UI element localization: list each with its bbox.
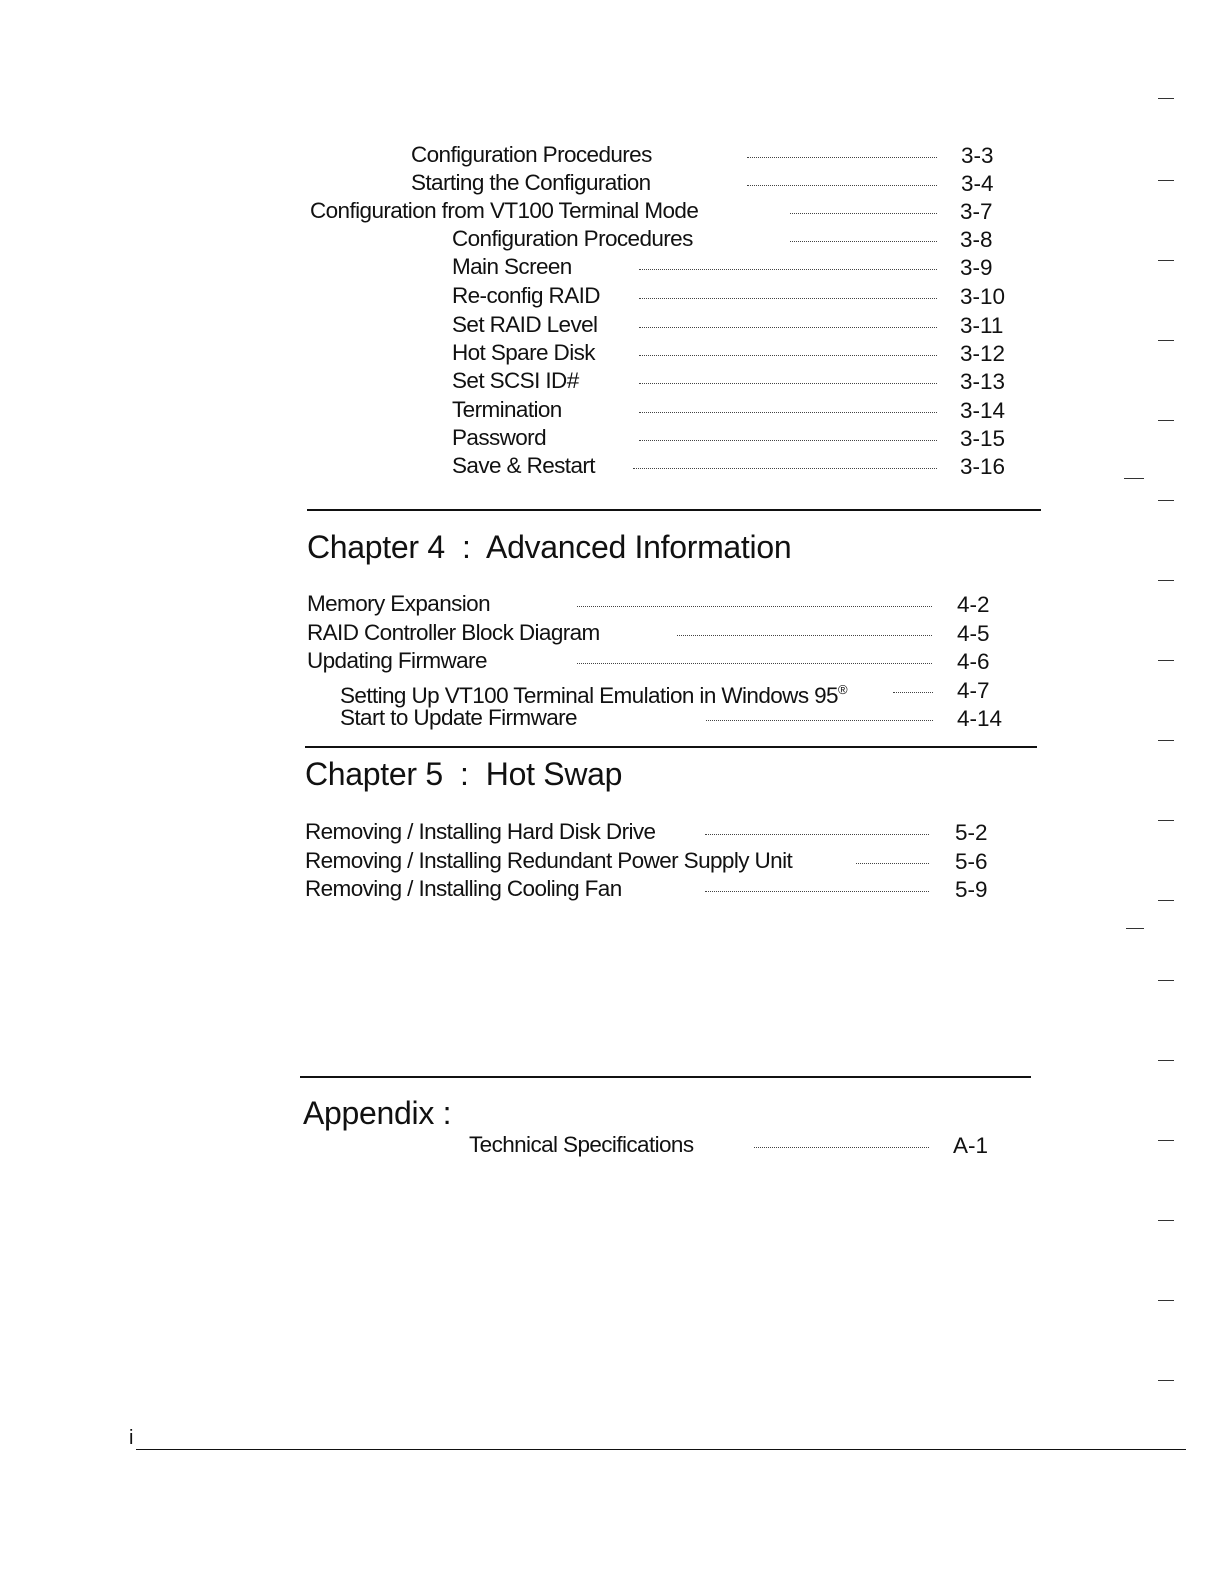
margin-tick [1126,928,1144,929]
toc-entry-page: A-1 [953,1133,989,1158]
toc-entry-page: 4-7 [957,678,990,703]
toc-entry-label: Save & Restart [452,453,595,478]
margin-tick [1158,340,1174,341]
toc-entry-label: Updating Firmware [307,648,487,673]
section-divider [305,746,1037,748]
toc-entry-page: 3-15 [960,426,1006,451]
toc-entry-page: 3-3 [961,143,994,168]
toc-entry-page: 3-12 [960,341,1006,366]
section-divider [300,1076,1031,1078]
toc-entry-label: Configuration from VT100 Terminal Mode [310,198,699,223]
toc-leader-dots [747,185,937,186]
toc-entry-label: Configuration Procedures [452,226,693,251]
footer-rule [136,1449,1186,1450]
toc-entry-page: 3-16 [960,454,1006,479]
margin-tick [1158,740,1174,741]
toc-leader-dots [639,327,937,328]
margin-tick [1158,980,1174,981]
toc-entry-page: 5-9 [955,877,988,902]
chapter-5-heading: Chapter 5 : Hot Swap [305,756,623,792]
toc-entry-label: Hot Spare Disk [452,340,595,365]
toc-entry-label: Configuration Procedures [411,142,652,167]
margin-tick [1158,1300,1174,1301]
toc-leader-dots [677,635,932,636]
margin-tick [1158,660,1174,661]
toc-entry-label-text: Setting Up VT100 Terminal Emulation in Windows 95 [340,683,838,708]
toc-entry-label: Set RAID Level [452,312,598,337]
margin-tick [1158,820,1174,821]
toc-entry-label: Removing / Installing Hard Disk Drive [305,819,656,844]
toc-entry-label: Start to Update Firmware [340,705,577,730]
toc-entry-page: 3-13 [960,369,1006,394]
margin-tick [1158,420,1174,421]
margin-tick [1158,500,1174,501]
toc-entry-label: Termination [452,397,562,422]
toc-entry-page: 4-14 [957,706,1003,731]
toc-leader-dots [893,692,933,693]
margin-tick [1158,1220,1174,1221]
toc-entry-label: Starting the Configuration [411,170,651,195]
toc-leader-dots [639,440,937,441]
toc-entry-label: Password [452,425,546,450]
toc-entry-page: 3-14 [960,398,1006,423]
toc-leader-dots [706,720,933,721]
toc-leader-dots [790,241,937,242]
toc-entry-page: 4-6 [957,649,990,674]
toc-leader-dots [633,468,937,469]
toc-entry-page: 3-9 [960,255,993,280]
toc-entry-label: RAID Controller Block Diagram [307,620,600,645]
margin-tick [1158,1140,1174,1141]
toc-leader-dots [639,298,937,299]
toc-leader-dots [639,412,937,413]
registered-mark: ® [837,682,847,697]
toc-entry-page: 4-5 [957,621,990,646]
appendix-heading: Appendix : [303,1095,452,1131]
toc-entry-page: 3-10 [960,284,1006,309]
toc-entry-label: Memory Expansion [307,591,490,616]
toc-leader-dots [639,355,937,356]
toc-leader-dots [577,663,932,664]
toc-leader-dots [639,383,937,384]
toc-entry-label: Removing / Installing Redundant Power Supply Unit [305,848,793,873]
toc-leader-dots [747,157,937,158]
toc-leader-dots [790,213,937,214]
toc-leader-dots [856,863,929,864]
footer-page-number: i [129,1427,133,1449]
toc-leader-dots [577,606,932,607]
toc-leader-dots [705,834,929,835]
toc-leader-dots [705,891,929,892]
toc-entry-page: 3-8 [960,227,993,252]
margin-tick [1158,98,1174,99]
toc-entry-page: 3-7 [960,199,993,224]
toc-entry-label: Set SCSI ID# [452,368,579,393]
toc-entry-page: 4-2 [957,592,990,617]
toc-entry-label: Removing / Installing Cooling Fan [305,876,622,901]
toc-entry-page: 5-6 [955,849,988,874]
margin-tick [1158,180,1174,181]
section-divider [307,509,1041,511]
toc-entry-page: 3-4 [961,171,994,196]
toc-entry-label: Re-config RAID [452,283,600,308]
toc-entry-label: Main Screen [452,254,572,279]
margin-tick [1124,478,1144,479]
toc-leader-dots [639,269,937,270]
margin-tick [1158,900,1174,901]
margin-tick [1158,580,1174,581]
toc-entry-page: 5-2 [955,820,988,845]
chapter-4-heading: Chapter 4 : Advanced Information [307,529,792,565]
toc-entry-page: 3-11 [960,313,1004,338]
margin-tick [1158,1060,1174,1061]
margin-tick [1158,260,1174,261]
toc-leader-dots [754,1147,929,1148]
toc-entry-label: Technical Specifications [469,1132,694,1157]
margin-tick [1158,1380,1174,1381]
